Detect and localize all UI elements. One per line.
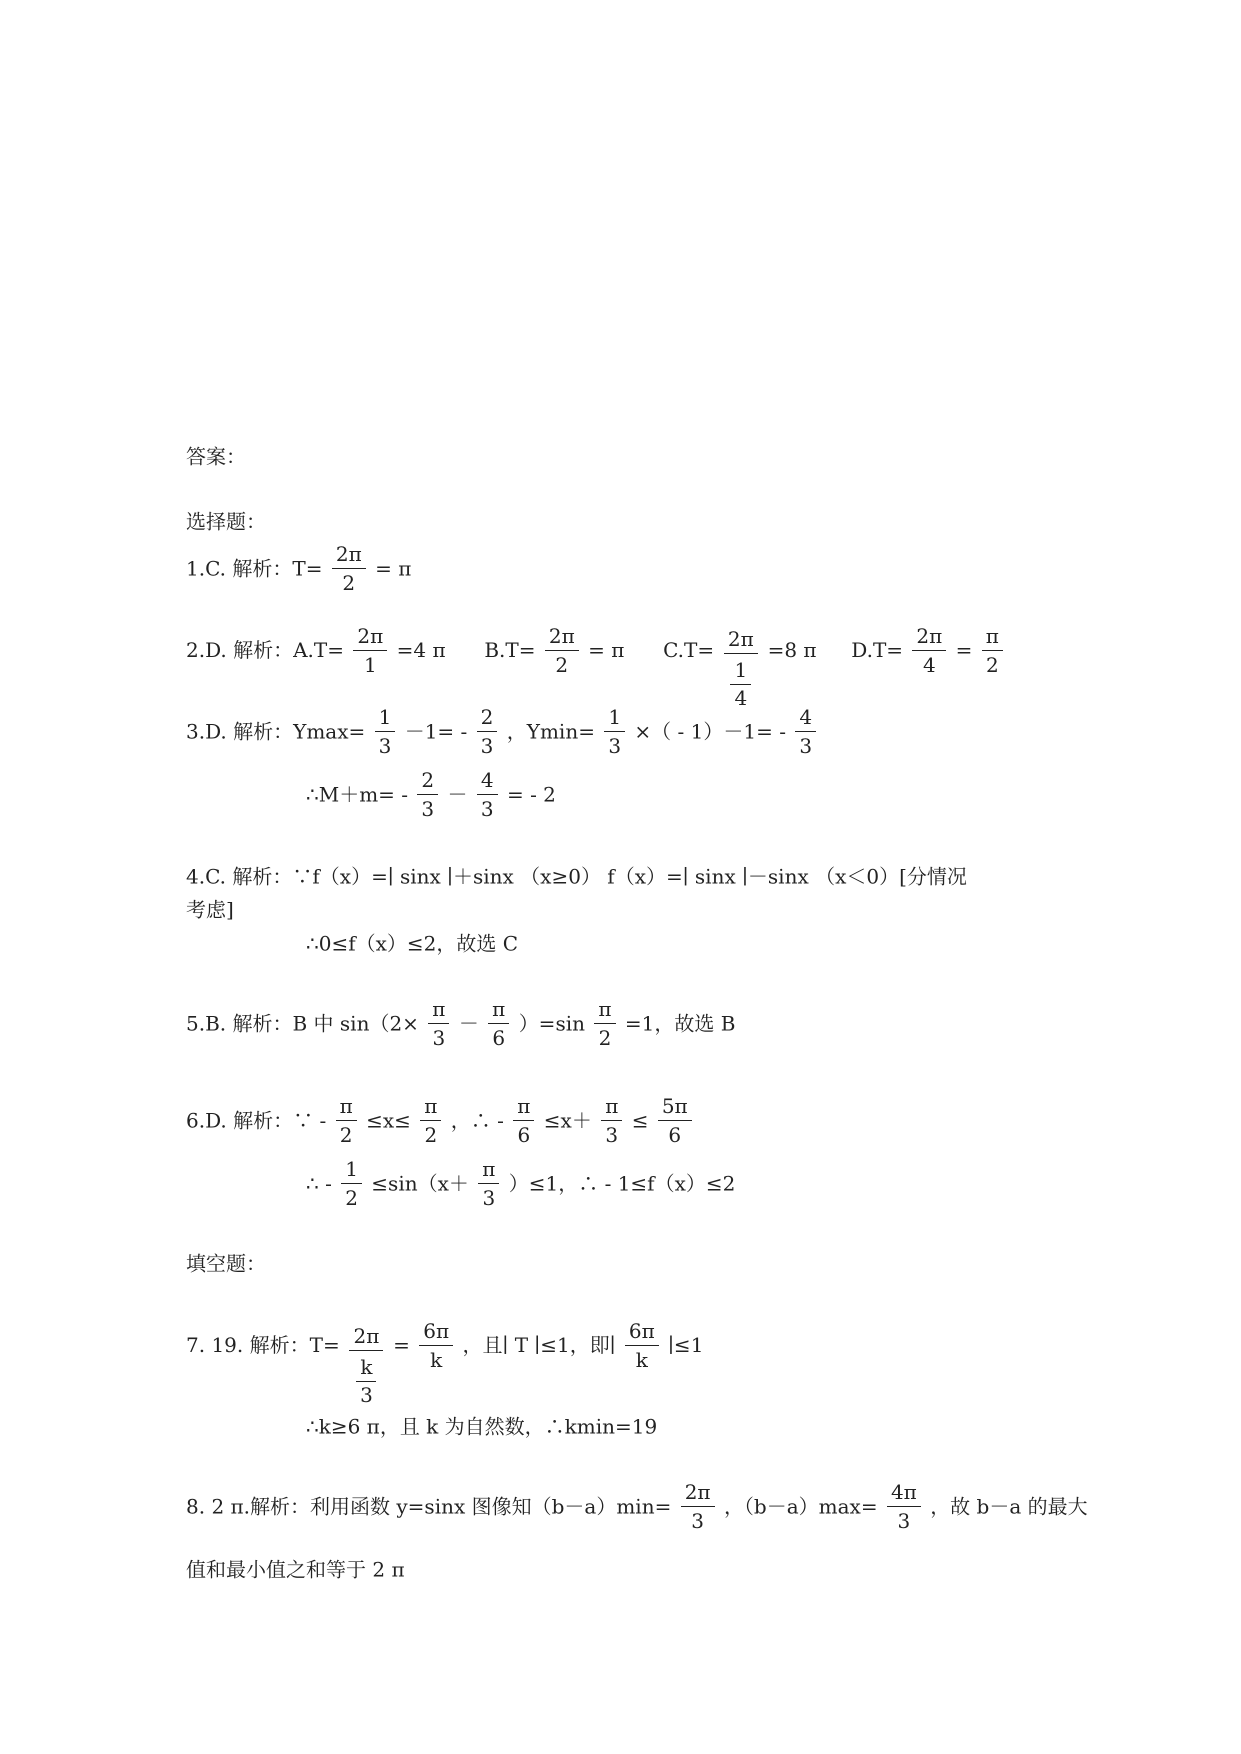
q8-line-2: 值和最小值之和等于 2 π xyxy=(186,1557,405,1582)
q3-fraction-1: $\frac{1}{3}$ xyxy=(375,703,396,760)
q3-line-1: 3.D. 解析：Ymax= $\frac{1}{3}$ －1= - $\frac{2}{3}$ ，Ymin= $\frac{1}{3}$ ×（ - 1）－1= - $\frac{4}{3}$ xyxy=(186,703,819,760)
q6-fraction-5: $\frac{5\pi}{6}$ xyxy=(658,1092,692,1149)
q6-fraction-7: $\frac{\pi}{3}$ xyxy=(478,1155,499,1212)
q2-d-fraction-2: $\frac{\pi}{2}$ xyxy=(982,622,1003,679)
q5-fraction-2: $\frac{\pi}{6}$ xyxy=(488,995,509,1052)
q2-d-fraction: $\frac{2\pi}{4}$ xyxy=(912,622,946,679)
q7-line-1: 7. 19. 解析：T= $\frac{2\pi}{\frac{k}{3}}$ = $\frac{6\pi}{k}$ ，且∣ T ∣≤1，即∣ $\frac{6\pi}{k}$ ∣≤1 xyxy=(186,1300,703,1390)
fill-section-heading: 填空题： xyxy=(186,1251,266,1276)
q7-fraction-2: $\frac{6\pi}{k}$ xyxy=(419,1317,453,1374)
q8-fraction-1: $\frac{2\pi}{3}$ xyxy=(681,1478,715,1535)
q5-fraction-3: $\frac{\pi}{2}$ xyxy=(594,995,615,1052)
q6-fraction-3: $\frac{\pi}{6}$ xyxy=(513,1092,534,1149)
q7-inner-fraction: $\frac{k}{3}$ xyxy=(356,1353,377,1409)
q8-line-1: 8. 2 π.解析：利用函数 y=sinx 图像知（b－a）min= $\frac{2\pi}{3}$ ，（b－a）max= $\frac{4\pi}{3}$ ，故 b－a 的最大 xyxy=(186,1480,1088,1533)
q3-fraction-5: $\frac{2}{3}$ xyxy=(417,766,438,823)
q2-a-fraction: $\frac{2\pi}{1}$ xyxy=(353,622,387,679)
q7-fraction-3: $\frac{6\pi}{k}$ xyxy=(625,1317,659,1374)
q1-fraction: $\frac{2\pi}{2}$ xyxy=(332,540,366,597)
q6-fraction-4: $\frac{\pi}{3}$ xyxy=(601,1092,622,1149)
q6-line-2: ∴ - $\frac{1}{2}$ ≤sin（x＋ $\frac{\pi}{3}$ ）≤1，∴ - 1≤f（x）≤2 xyxy=(306,1157,736,1210)
q3-line-2: ∴M＋m= - $\frac{2}{3}$ － $\frac{4}{3}$ = - 2 xyxy=(306,768,556,821)
q6-fraction-1: $\frac{\pi}{2}$ xyxy=(336,1092,357,1149)
q7-line-2: ∴k≥6 π，且 k 为自然数，∴kmin=19 xyxy=(306,1414,658,1439)
q2-line: 2.D. 解析：A.T= $\frac{2\pi}{1}$ =4 π B.T= $\frac{2\pi}{2}$ = π C.T= $\frac{2\pi}{\frac{1}{4}}$ =8 π D.T= $\frac{2\pi}{4}$ = $\frac{\pi}{2}$ xyxy=(186,605,1006,695)
q3-fraction-3: $\frac{1}{3}$ xyxy=(604,703,625,760)
q7-fraction-1: $\frac{2\pi}{\frac{k}{3}}$ xyxy=(349,1322,384,1412)
q1-prefix: 1.C. 解析：T= xyxy=(186,556,323,581)
q6-fraction-2: $\frac{\pi}{2}$ xyxy=(420,1092,441,1149)
q1-line xyxy=(186,540,411,597)
q3-fraction-2: $\frac{2}{3}$ xyxy=(477,703,498,760)
q4-line-3: ∴0≤f（x）≤2，故选 C xyxy=(306,931,519,956)
q8-fraction-2: $\frac{4\pi}{3}$ xyxy=(887,1478,921,1535)
q4-line-1: 4.C. 解析：∵f（x）=∣ sinx ∣＋sinx （x≥0） f（x）=∣ sinx ∣－sinx （x＜0）[分情况 xyxy=(186,864,967,889)
q5-line: 5.B. 解析：B 中 sin（2× $\frac{\pi}{3}$ － $\frac{\pi}{6}$ ）=sin $\frac{\pi}{2}$ =1，故选 B xyxy=(186,997,736,1050)
q3-fraction-4: $\frac{4}{3}$ xyxy=(795,703,816,760)
q4-line-2: 考虑] xyxy=(186,897,234,922)
answer-heading: 答案： xyxy=(186,444,246,469)
choice-section-heading: 选择题： xyxy=(186,509,266,534)
q2-c-fraction: $\frac{2\pi}{\frac{1}{4}}$ xyxy=(723,625,758,715)
q3-fraction-6: $\frac{4}{3}$ xyxy=(477,766,498,823)
q2-b-fraction: $\frac{2\pi}{2}$ xyxy=(545,622,579,679)
q1-suffix: = π xyxy=(375,556,412,581)
q6-line-1: 6.D. 解析：∵ - $\frac{\pi}{2}$ ≤x≤ $\frac{\pi}{2}$ ，∴ - $\frac{\pi}{6}$ ≤x＋ $\frac{\pi}{3}$ ≤ $\frac{5\pi}{6}$ xyxy=(186,1092,695,1149)
q5-fraction-1: $\frac{\pi}{3}$ xyxy=(428,995,449,1052)
q6-fraction-6: $\frac{1}{2}$ xyxy=(341,1155,362,1212)
q2-c-inner-fraction: $\frac{1}{4}$ xyxy=(730,656,751,712)
